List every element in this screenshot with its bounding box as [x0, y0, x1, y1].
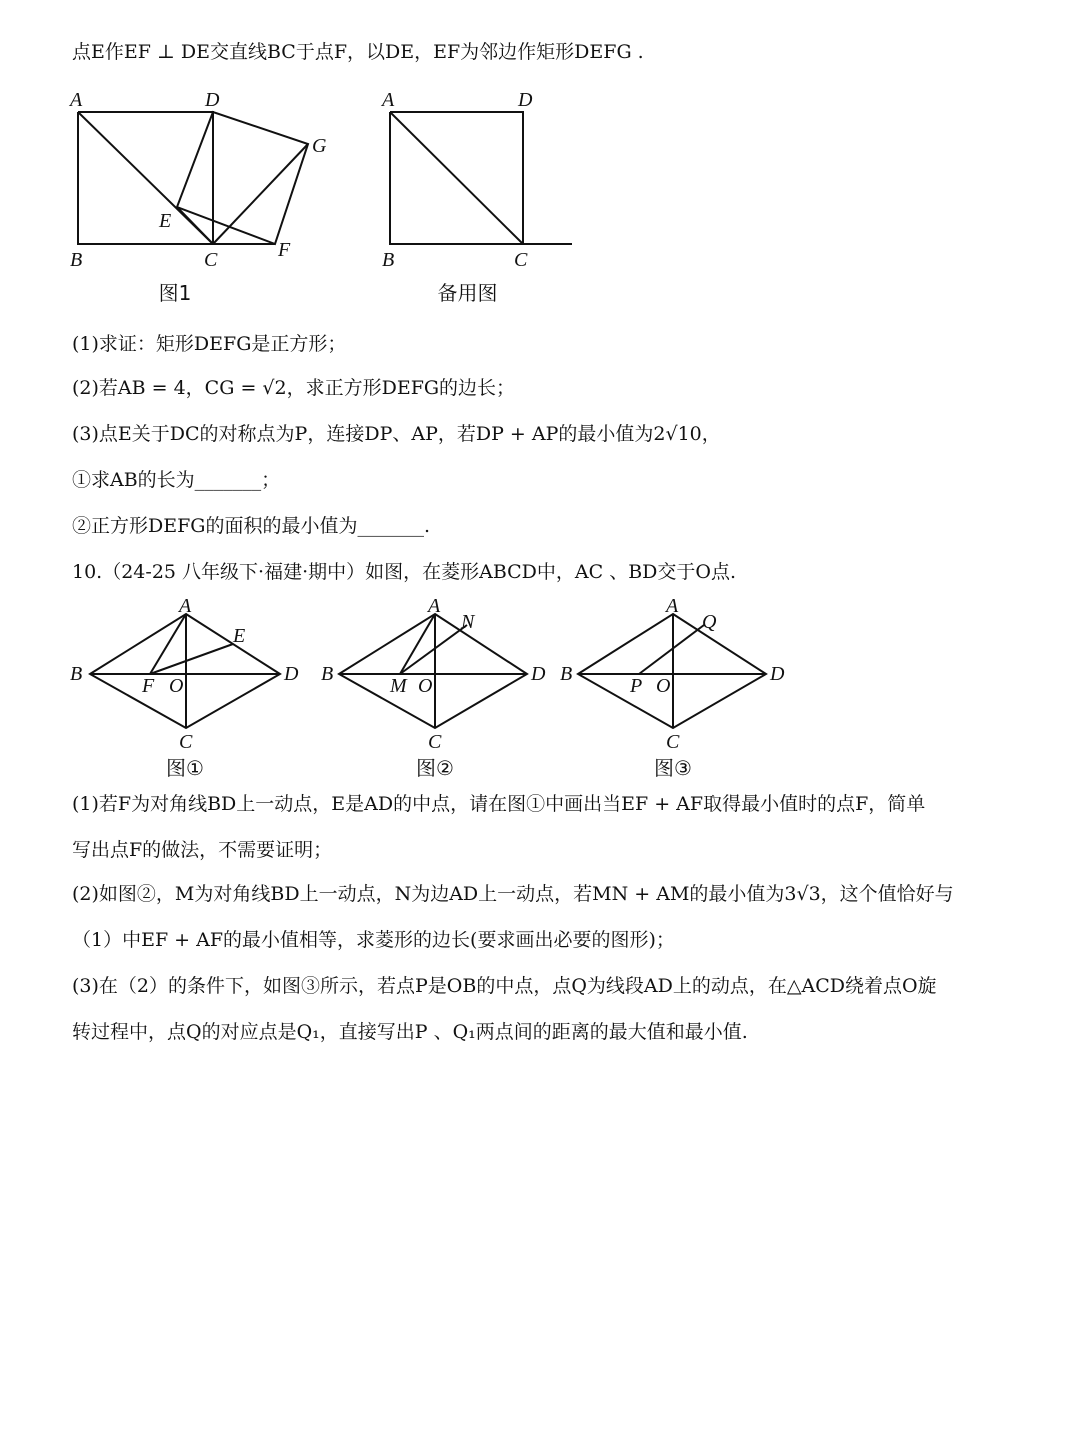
q9-sub2: ②正方形DEFG的面积的最小值为_______. [72, 515, 431, 537]
label-D: D [205, 89, 220, 111]
figure-1-line-CG [213, 144, 308, 244]
q9-sub1: ①求AB的长为_______； [72, 469, 281, 491]
label-P: P [630, 675, 643, 697]
label-C: C [428, 731, 442, 753]
q10-part2-line1: (2)如图②，M为对角线BD上一动点，N为边AD上一动点，若MN + AM的最小值为3√3，这个值恰好与 [72, 883, 954, 905]
label-O: O [656, 675, 671, 697]
rhombus-figure-3 [556, 596, 796, 756]
label-E: E [233, 625, 246, 647]
label-D: D [518, 89, 533, 111]
label-N: N [461, 611, 475, 633]
intro-line: 点E作EF ⊥ DE交直线BC于点F，以DE，EF为邻边作矩形DEFG . [72, 41, 644, 63]
label-O: O [169, 675, 184, 697]
rhombus-figure-2 [317, 596, 557, 756]
label-B: B [382, 249, 395, 271]
figure-1-caption: 图1 [158, 281, 192, 305]
q10-part2-line2: （1）中EF + AF的最小值相等，求菱形的边长(要求画出必要的图形)； [72, 929, 675, 951]
label-D: D [284, 663, 299, 685]
q10-header: 10.（24-25 八年级下·福建·期中）如图，在菱形ABCD中，AC 、BD交于O点. [72, 561, 737, 583]
figure-backup-caption: 备用图 [437, 281, 498, 305]
label-B: B [70, 663, 83, 685]
figure-backup [372, 84, 582, 284]
segment-AF [150, 614, 186, 674]
q9-part1: (1)求证：矩形DEFG是正方形； [72, 333, 347, 355]
rhombus-figure-1 [66, 596, 306, 756]
label-A: A [70, 89, 83, 111]
q10-part3-line2: 转过程中，点Q的对应点是Q₁，直接写出P 、Q₁两点间的距离的最大值和最小值. [72, 1021, 748, 1043]
segment-MN [400, 625, 467, 674]
segment-PQ [639, 625, 704, 674]
segment-AM [400, 614, 435, 674]
segment-EF [150, 644, 233, 674]
figure-1-line-EC [177, 207, 213, 244]
q10-part1-line1: (1)若F为对角线BD上一动点，E是AD的中点，请在图①中画出当EF + AF取得最小值时的点F，简单 [72, 793, 926, 815]
label-G: G [312, 135, 327, 157]
q9-part3: (3)点E关于DC的对称点为P，连接DP、AP，若DP + AP的最小值为2√10， [72, 423, 721, 445]
label-B: B [70, 249, 83, 271]
label-A: A [666, 596, 679, 617]
q9-part2: (2)若AB = 4，CG = √2，求正方形DEFG的边长； [72, 377, 516, 399]
figure-1 [60, 84, 350, 284]
label-D: D [531, 663, 546, 685]
label-B: B [321, 663, 334, 685]
label-A: A [382, 89, 395, 111]
rhombus-figure-1-caption: 图① [166, 756, 204, 780]
label-F: F [142, 675, 155, 697]
label-B: B [560, 663, 573, 685]
rhombus-figure-2-caption: 图② [416, 756, 454, 780]
label-C: C [179, 731, 193, 753]
label-M: M [390, 675, 407, 697]
label-F: F [278, 239, 291, 261]
label-A: A [428, 596, 441, 617]
label-Q: Q [702, 611, 717, 633]
q10-part3-line1: (3)在（2）的条件下，如图③所示，若点P是OB的中点，点Q为线段AD上的动点，在△ACD绕着点O旋 [72, 975, 937, 997]
figure-1-square-DEFG [177, 112, 308, 244]
rhombus-figure-3-caption: 图③ [654, 756, 692, 780]
label-C: C [514, 249, 528, 271]
label-C: C [204, 249, 218, 271]
label-D: D [770, 663, 785, 685]
label-E: E [159, 210, 172, 232]
label-O: O [418, 675, 433, 697]
label-C: C [666, 731, 680, 753]
backup-line-AC [390, 112, 523, 244]
q10-part1-line2: 写出点F的做法，不需要证明； [72, 839, 333, 861]
rhombus-outline [339, 614, 527, 728]
label-A: A [179, 596, 192, 617]
